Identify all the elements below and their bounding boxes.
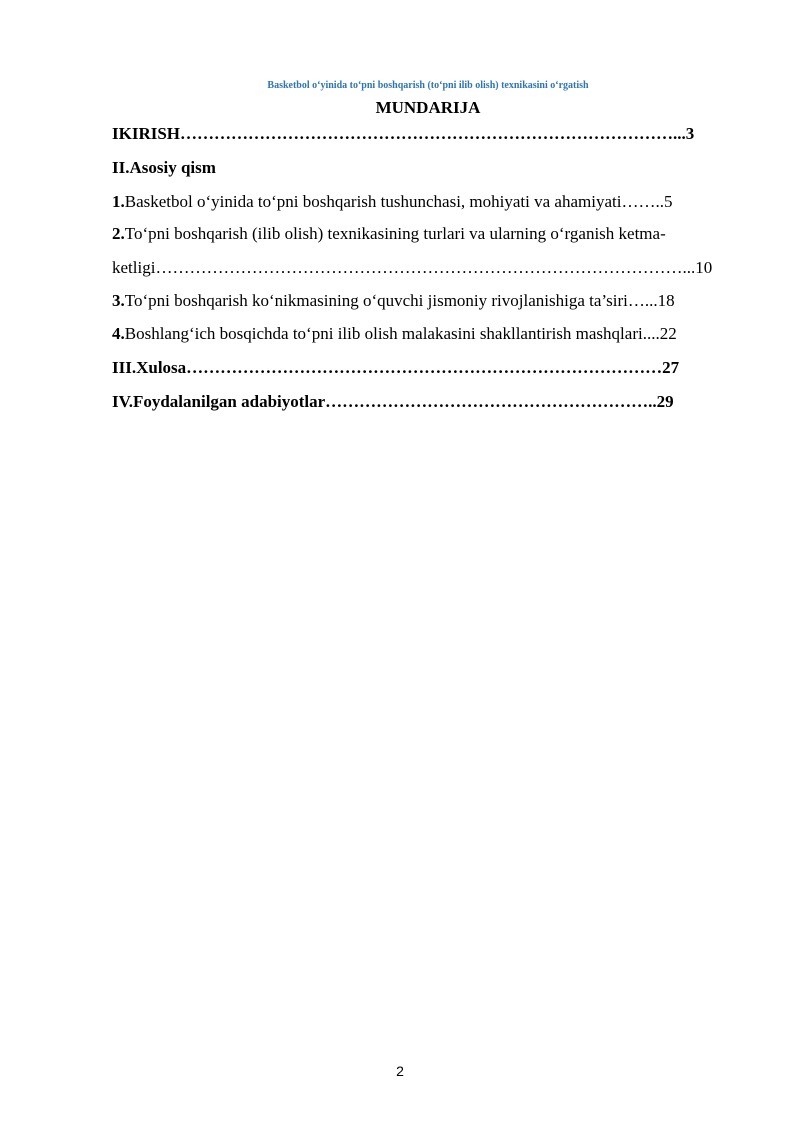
toc-entry-2-number: 2. bbox=[112, 224, 125, 243]
toc-entry-3-number: 3. bbox=[112, 291, 125, 310]
toc-entry-4 bbox=[112, 322, 677, 346]
toc-entry-4-text: Boshlang‘ich bosqichda to‘pni ilib olish malakasini shakllantirish mashqlari....22 bbox=[124, 324, 677, 343]
toc-entry-2 bbox=[112, 222, 666, 246]
toc-entry-4-number: 4. bbox=[112, 324, 125, 343]
toc-entry-2-continuation: ketligi…………………………………………………………………………………...10 bbox=[112, 258, 713, 277]
toc-entry-2-text-line1: To‘pni boshqarish (ilib olish) texnikasining turlari va ularning o‘rganish ketma- bbox=[124, 224, 666, 243]
toc-entry-3-text: To‘pni boshqarish ko‘nikmasining o‘quvchi jismoniy rivojlanishiga ta’siri…...18 bbox=[124, 291, 675, 310]
toc-section-main-heading: II.Asosiy qism bbox=[112, 158, 216, 177]
toc-entry-1 bbox=[112, 190, 672, 214]
toc-entry-1-text: Basketbol o‘yinida to‘pni boshqarish tushunchasi, mohiyati va ahamiyati……..5 bbox=[124, 192, 673, 211]
page-number: 2 bbox=[396, 1063, 404, 1079]
toc-heading: MUNDARIJA bbox=[375, 98, 481, 117]
toc-entry-conclusion: III.Xulosa…………………………………………………………………………27 bbox=[112, 358, 680, 377]
toc-entry-references: IV.Foydalanilgan adabiyotlar…………………………………………………..29 bbox=[112, 392, 674, 411]
toc-entry-intro: IKIRISH……………………………………………………………………………...3 bbox=[112, 124, 695, 143]
document-title: Basketbol o‘yinida to‘pni boshqarish (to‘pni ilib olish) texnikasini o‘rgatish bbox=[267, 80, 589, 91]
toc-entry-1-number: 1. bbox=[112, 192, 125, 211]
toc-entry-3 bbox=[112, 289, 675, 313]
